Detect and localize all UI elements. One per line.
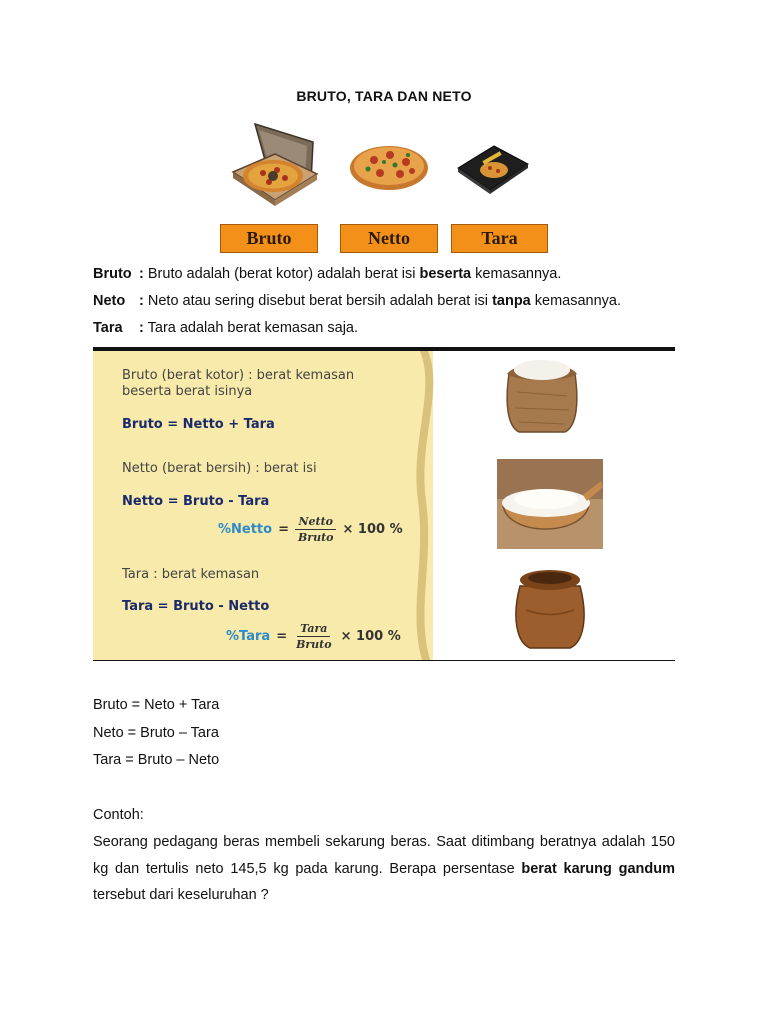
bruto-formula: Bruto = Netto + Tara [122,417,275,432]
definition-text: Tara adalah berat kemasan saja. [147,320,359,336]
panel-wavy-edge [400,351,440,660]
bruto-description: Bruto (berat kotor) : berat kemasan beserta berat isinya [122,368,355,399]
term-bruto: Bruto [93,266,132,282]
empty-sack-image [512,566,588,650]
example-text-end: tersebut dari keseluruhan ? [93,887,269,903]
term-tara: Tara [93,320,123,336]
example-text: Seorang pedagang beras membeli sekarung beras. Saat ditimbang beratnya adalah 150 kg dan tertulis neto 145,5 kg pada karung. Berapa persentase [93,834,675,877]
label-netto: Netto [340,224,438,253]
pizza-image [348,140,430,192]
netto-formula: Netto = Bruto - Tara [122,494,270,509]
percent-tara-formula: %Tara = $\frac{\text{Tara}}{\text{Bruto}}$ × 100 % [226,622,401,651]
formula-bruto: Bruto = Neto + Tara [93,697,220,713]
example-heading: Contoh: [93,807,144,823]
definition-bold: beserta [419,266,472,282]
definition-text: Bruto adalah (berat kotor) adalah berat isi [147,266,420,282]
pizza-box-open-image [225,120,325,208]
netto-description: Netto (berat bersih) : berat isi [122,461,317,476]
document-title: BRUTO, TARA DAN NETO [296,88,472,104]
rice-bowl-image [497,459,603,549]
percent-netto-formula: %Netto = $\frac{\text{Netto}}{\text{Bruto}}$ × 100 % [218,515,403,544]
colon: : [139,320,144,336]
definition-bold: tanpa [492,293,531,309]
formula-neto: Neto = Bruto – Tara [93,725,219,741]
colon: : [139,293,144,309]
tara-description: Tara : berat kemasan [122,567,260,582]
label-bruto: Bruto [220,224,318,253]
tara-formula: Tara = Bruto - Netto [122,599,270,614]
example-bold-text: berat karung gandum [521,860,675,877]
term-neto: Neto [93,293,126,309]
definition-text: Neto atau sering disebut berat bersih adalah berat isi [147,293,493,309]
definition-text-end: kemasannya. [530,293,622,309]
example-paragraph [93,829,675,909]
definition-tara [93,319,358,337]
pizza-box-closed-image [454,140,530,196]
label-tara: Tara [451,224,548,253]
definition-text-end: kemasannya. [471,266,562,282]
definition-neto [93,292,621,310]
colon: : [139,266,144,282]
panel-bottom-rule [93,660,675,661]
definition-bruto [93,265,561,283]
rice-sack-image [503,352,581,436]
formula-tara: Tara = Bruto – Neto [93,752,220,768]
